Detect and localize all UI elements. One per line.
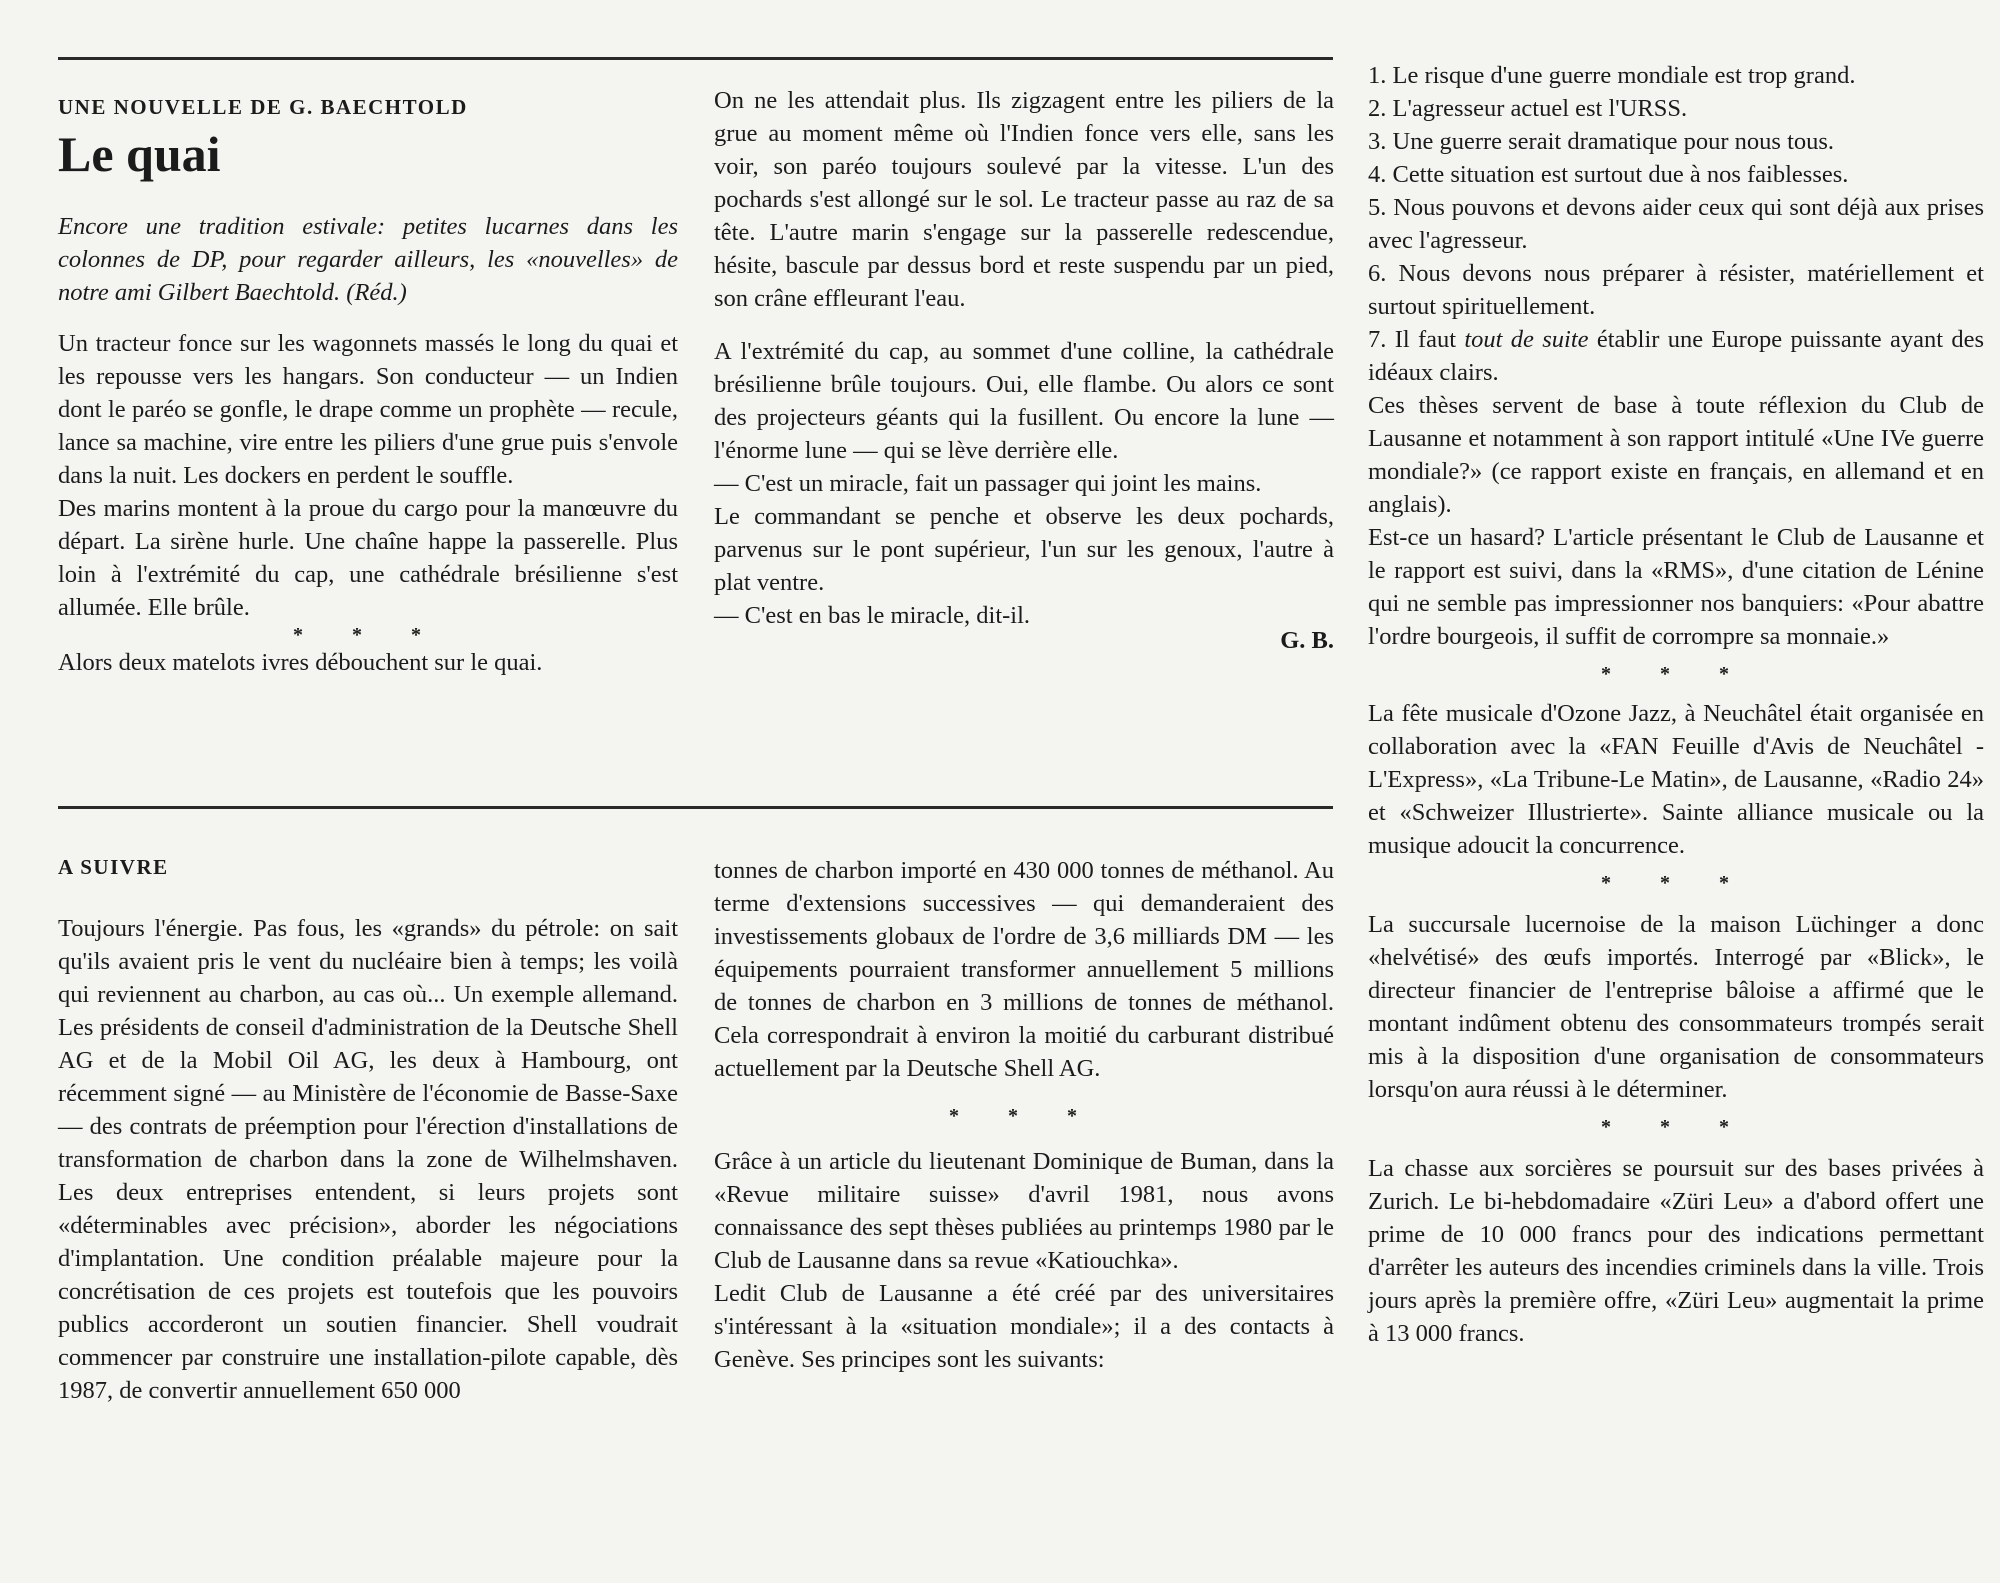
section-separator: * * * <box>1601 1116 1751 1138</box>
bottom-story-col-1 <box>58 852 678 1407</box>
right-column <box>1368 59 1984 1350</box>
bottom-story-paragraph: Toujours l'énergie. Pas fous, les «grands» du pétrole: on sait qu'ils avaient pris le vent du nucléaire bien à temps; les voilà qui reviennent au charbon, au cas où... Un exemple allemand. Les présidents de conseil d'administration de la Deutsche Shell AG et de la Mobil Oil AG, les deux à Hambourg, ont récemment signé — au Ministère de l'économie de Basse-Saxe — des contrats de préemption pour l'érection d'installations de transformation de charbon dans la zone de Wilhelmshaven. Les deux entreprises entendent, si leurs projets sont «déterminables avec précision», aborder les négociations d'implantation. Une condition préalable majeure pour la concrétisation de ces projets est toutefois que les pouvoirs publics accorderont un soutien financier. Shell voudrait commencer par construire une installation-pilote capable, dès 1987, de convertir annuellement 650 000 <box>58 915 678 1404</box>
top-story-paragraph: Des marins montent à la proue du cargo pour la manœuvre du départ. La sirène hurle. Une chaîne happe la passerelle. Plus loin à l'extrémité du cap, une cathédrale brésilienne s'est allumée. Elle brûle. <box>58 495 678 621</box>
thesis-item: 4. Cette situation est surtout due à nos faiblesses. <box>1368 161 1849 188</box>
right-paragraph: Ces thèses servent de base à toute réflexion du Club de Lausanne et notamment à son rapport intitulé «Une IVe guerre mondiale?» (ce rapport existe en français, en allemand et en anglais). <box>1368 392 1984 518</box>
thesis-item <box>1368 323 1984 389</box>
top-story-col-2 <box>714 84 1334 657</box>
right-paragraph: Est-ce un hasard? L'article présentant le Club de Lausanne et le rapport est suivi, dans la «RMS», d'une citation de Lénine qui ne semble pas impressionner nos banquiers: «Pour abattre l'ordre bourgeois, il suffit de corrompre sa monnaie.» <box>1368 524 1984 650</box>
top-story-kicker: UNE NOUVELLE DE G. BAECHTOLD <box>58 95 468 119</box>
top-story-intro: Encore une tradition estivale: petites lucarnes dans les colonnes de DP, pour regarder ailleurs, les «nouvelles» de notre ami Gilbert Baechtold. (Réd.) <box>58 213 678 306</box>
top-story-col-1 <box>58 92 678 679</box>
top-story-title: Le quai <box>58 126 221 182</box>
thesis-item: 5. Nous pouvons et devons aider ceux qui sont déjà aux prises avec l'agresseur. <box>1368 194 1984 254</box>
top-story-paragraph: A l'extrémité du cap, au sommet d'une colline, la cathédrale brésilienne brûle toujours. Oui, elle flambe. Ou alors ce sont des projecteurs géants qui la fusillent. Ou encore la lune — l'énorme lune — qui se lève derrière elle. <box>714 338 1334 464</box>
section-separator: * * * <box>949 1105 1099 1127</box>
top-rule <box>58 57 1333 60</box>
thesis-7-start: 7. Il faut <box>1368 326 1465 353</box>
top-story-signature: G. B. <box>1280 627 1334 654</box>
bottom-story-col-2 <box>714 854 1334 1376</box>
section-separator: * * * <box>1601 872 1751 894</box>
top-story-paragraph: Un tracteur fonce sur les wagonnets massés le long du quai et les repousse vers les hangars. Son conducteur — un Indien dont le paréo se gonfle, le drape comme un prophète — recule, lance sa machine, vire entre les piliers d'une grue puis s'envole dans la nuit. Les dockers en perdent le souffle. <box>58 330 678 489</box>
top-story-paragraph: On ne les attendait plus. Ils zigzagent entre les piliers de la grue au moment même où l'Indien fonce vers elle, sans les voir, son paréo toujours soulevé par la vitesse. L'un des pochards s'est allongé sur le sol. Le tracteur passe au raz de sa tête. L'autre marin s'engage sur la passerelle redescendue, hésite, bascule par dessus bord et reste suspendu par un pied, son crâne effleurant l'eau. <box>714 87 1334 312</box>
section-separator: * * * <box>293 624 443 646</box>
top-story-paragraph: Alors deux matelots ivres débouchent sur le quai. <box>58 649 543 676</box>
thesis-item: 3. Une guerre serait dramatique pour nous tous. <box>1368 128 1835 155</box>
right-paragraph: La fête musicale d'Ozone Jazz, à Neuchâtel était organisée en collaboration avec la «FAN Feuille d'Avis de Neuchâtel - L'Express», «La Tribune-Le Matin», de Lausanne, «Radio 24» et «Schweizer Illustrierte». Sainte alliance musicale ou la musique adoucit la concurrence. <box>1368 700 1984 859</box>
thesis-item: 1. Le risque d'une guerre mondiale est trop grand. <box>1368 62 1856 89</box>
bottom-story-kicker: A SUIVRE <box>58 855 169 879</box>
right-paragraph: La succursale lucernoise de la maison Lüchinger a donc «helvétisé» des œufs importés. Interrogé par «Blick», le directeur financier de l'entreprise bâloise a affirmé que le montant indûment obtenu des consommateurs trompés serait mis à la disposition d'une organisation de consommateurs lorsqu'on aura réussi à le déterminer. <box>1368 911 1984 1103</box>
bottom-story-paragraph: Grâce à un article du lieutenant Dominique de Buman, dans la «Revue militaire suisse» d'avril 1981, nous avons connaissance des sept thèses publiées au printemps 1980 par le Club de Lausanne dans sa revue «Katiouchka». <box>714 1148 1334 1274</box>
middle-rule <box>58 806 1333 809</box>
thesis-7-emphasis: tout de suite <box>1464 326 1589 353</box>
section-separator: * * * <box>1601 663 1751 685</box>
thesis-item: 2. L'agresseur actuel est l'URSS. <box>1368 95 1688 122</box>
top-story-paragraph: — C'est en bas le miracle, dit-il. <box>714 602 1031 629</box>
thesis-item: 6. Nous devons nous préparer à résister, matériellement et surtout spirituellement. <box>1368 260 1984 320</box>
top-story-paragraph: — C'est un miracle, fait un passager qui joint les mains. <box>714 470 1262 497</box>
top-story-paragraph: Le commandant se penche et observe les deux pochards, parvenus sur le pont supérieur, l'un sur les genoux, l'autre à plat ventre. <box>714 503 1334 596</box>
bottom-story-paragraph: Ledit Club de Lausanne a été créé par des universitaires s'intéressant à la «situation mondiale»; il a des contacts à Genève. Ses principes sont les suivants: <box>714 1280 1334 1373</box>
right-paragraph: La chasse aux sorcières se poursuit sur des bases privées à Zurich. Le bi-hebdomadaire «Züri Leu» a d'abord offert une prime de 10 000 francs pour des indications permettant d'arrêter les auteurs des incendies criminels dans la ville. Trois jours après la première offre, «Züri Leu» augmentait la prime à 13 000 francs. <box>1368 1155 1984 1347</box>
bottom-story-paragraph: tonnes de charbon importé en 430 000 tonnes de méthanol. Au terme d'extensions successives — qui demanderaient des investissements globaux de l'ordre de 3,6 milliards DM — les équipements pourraient transformer annuellement 5 millions de tonnes de charbon en 3 millions de tonnes de méthanol. Cela correspondrait à environ la moitié du carburant distribué actuellement par la Deutsche Shell AG. <box>714 857 1334 1082</box>
thesis-7-end: établir une Europe puissante ayant des idéaux clairs. <box>1368 326 1984 386</box>
theses-list <box>1368 59 1984 389</box>
